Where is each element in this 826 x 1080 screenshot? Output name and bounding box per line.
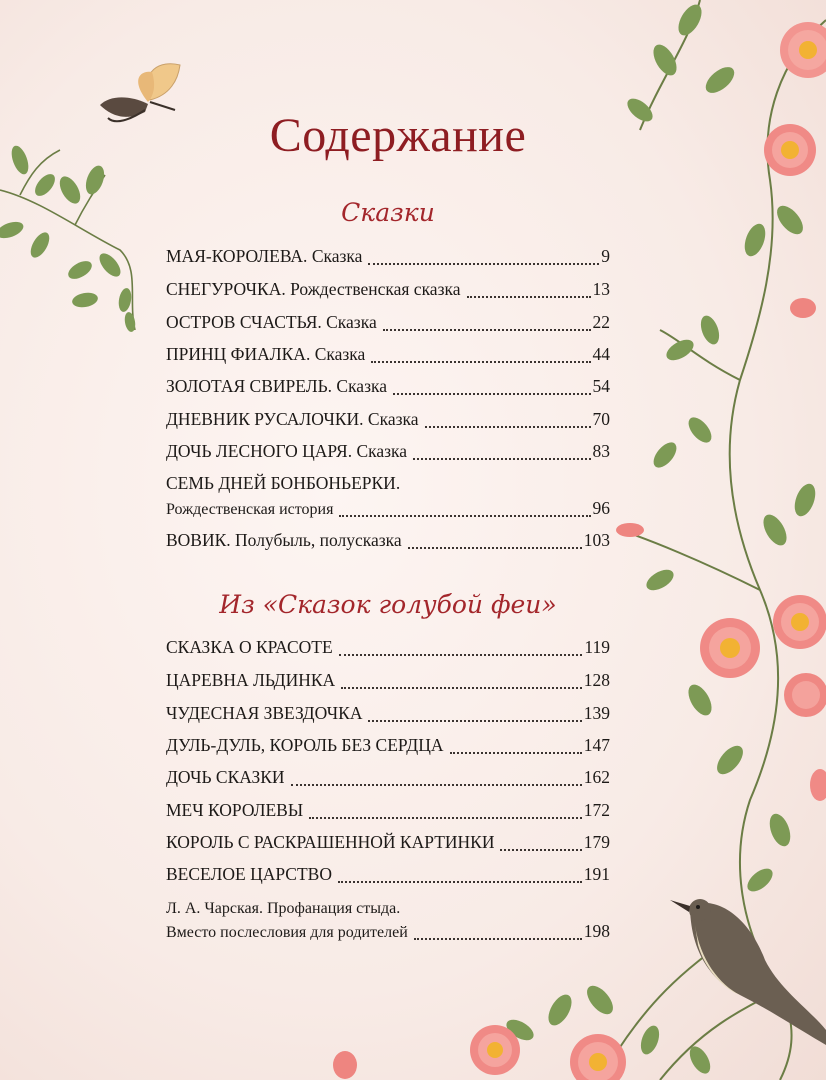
toc-entry[interactable] [166,496,610,520]
toc-entry[interactable] [166,310,610,334]
toc-entry[interactable] [166,862,610,886]
dot-leader [425,425,591,428]
entry-subtitle: Сказка [363,409,419,429]
page-number: 9 [601,246,610,266]
entry-subtitle: Сказка [307,246,363,266]
entry-title: ВОВИК. [166,530,231,550]
dot-leader [500,848,581,851]
entry-subtitle: Сказка [352,441,408,461]
page-number: 83 [592,441,610,461]
toc-entry[interactable] [166,798,610,822]
page-number: 172 [583,800,610,820]
entry-subtitle: Вместо послесловия для родителей [166,924,408,941]
entry-title: ДОЧЬ ЛЕСНОГО ЦАРЯ. [166,441,353,461]
entry-subtitle: Рождественская сказка [285,279,461,299]
page-number: 179 [583,832,610,852]
toc-entry[interactable] [166,733,610,757]
dot-leader [450,751,582,754]
entry-title: КОРОЛЬ С РАСКРАШЕННОЙ КАРТИНКИ [166,832,495,852]
toc-entry[interactable] [166,919,610,943]
dot-leader [309,816,582,819]
entry-title: СНЕГУРОЧКА. [166,279,286,299]
page-number: 54 [592,376,610,396]
dot-leader [383,328,591,331]
dot-leader [341,686,582,689]
entry-title: ДУЛЬ-ДУЛЬ, КОРОЛЬ БЕЗ СЕРДЦА [166,735,444,755]
toc-entry[interactable] [166,635,610,659]
toc-entry[interactable] [166,277,610,301]
dot-leader [291,783,582,786]
dot-leader [413,457,590,460]
entry-subtitle: Сказка [321,312,377,332]
dot-leader [338,880,582,883]
entry-title[interactable]: Л. А. Чарская. Профанация стыда. [166,900,401,917]
entry-title: ВЕСЕЛОЕ ЦАРСТВО [166,864,332,884]
page-number: 13 [592,279,610,299]
dot-leader [467,295,591,298]
dot-leader [371,360,590,363]
page-number: 119 [584,637,610,657]
entry-title: ДОЧЬ СКАЗКИ [166,767,285,787]
section-title-blue-fairy: Из «Сказок голубой феи» [219,590,557,619]
entry-title: ЦАРЕВНА ЛЬДИНКА [166,670,336,690]
page-number: 96 [592,498,610,518]
page-number: 162 [583,767,610,787]
page-number: 22 [592,312,610,332]
page-number: 198 [583,921,610,941]
entry-subtitle: Сказка [332,376,387,396]
page-number: 70 [592,409,610,429]
dot-leader [368,719,581,722]
toc-entry[interactable] [166,407,610,431]
entry-title: МЕЧ КОРОЛЕВЫ [166,800,304,820]
entry-subtitle: Сказка [310,344,366,364]
dot-leader [339,514,590,517]
toc-entry[interactable] [166,342,610,366]
entry-subtitle: Рождественская история [166,501,334,518]
page-number: 147 [583,735,610,755]
toc-entry[interactable] [166,765,610,789]
entry-title: МАЯ-КОРОЛЕВА. [166,246,308,266]
entry-title: СКАЗКА О КРАСОТЕ [166,637,333,657]
entry-title: ЗОЛОТАЯ СВИРЕЛЬ. [166,376,333,396]
page-number: 44 [592,344,610,364]
entry-title: ОСТРОВ СЧАСТЬЯ. [166,312,322,332]
toc-entry[interactable] [166,439,610,463]
section-title-skazki: Сказки [341,198,435,227]
toc-entry[interactable] [166,374,610,398]
toc-entry[interactable] [166,244,610,268]
dot-leader [414,937,582,940]
toc-entry[interactable] [166,701,610,725]
entry-title: ДНЕВНИК РУСАЛОЧКИ. [166,409,364,429]
page-number: 103 [583,530,610,550]
dot-leader [339,653,583,656]
page-number: 139 [583,703,610,723]
entry-title: ПРИНЦ ФИАЛКА. [166,344,311,364]
entry-title: ЧУДЕСНАЯ ЗВЕЗДОЧКА [166,703,363,723]
toc-entry[interactable] [166,668,610,692]
dot-leader [393,392,591,395]
dot-leader [408,546,582,549]
entry-title[interactable]: СЕМЬ ДНЕЙ БОНБОНЬЕРКИ. [166,473,401,493]
toc-entry[interactable] [166,528,610,552]
entry-subtitle: Полубыль, полусказка [230,530,402,550]
page-number: 191 [583,864,610,884]
page-title: Содержание [269,109,527,162]
page-number: 128 [583,670,610,690]
toc-entry[interactable] [166,830,610,854]
dot-leader [368,262,599,265]
